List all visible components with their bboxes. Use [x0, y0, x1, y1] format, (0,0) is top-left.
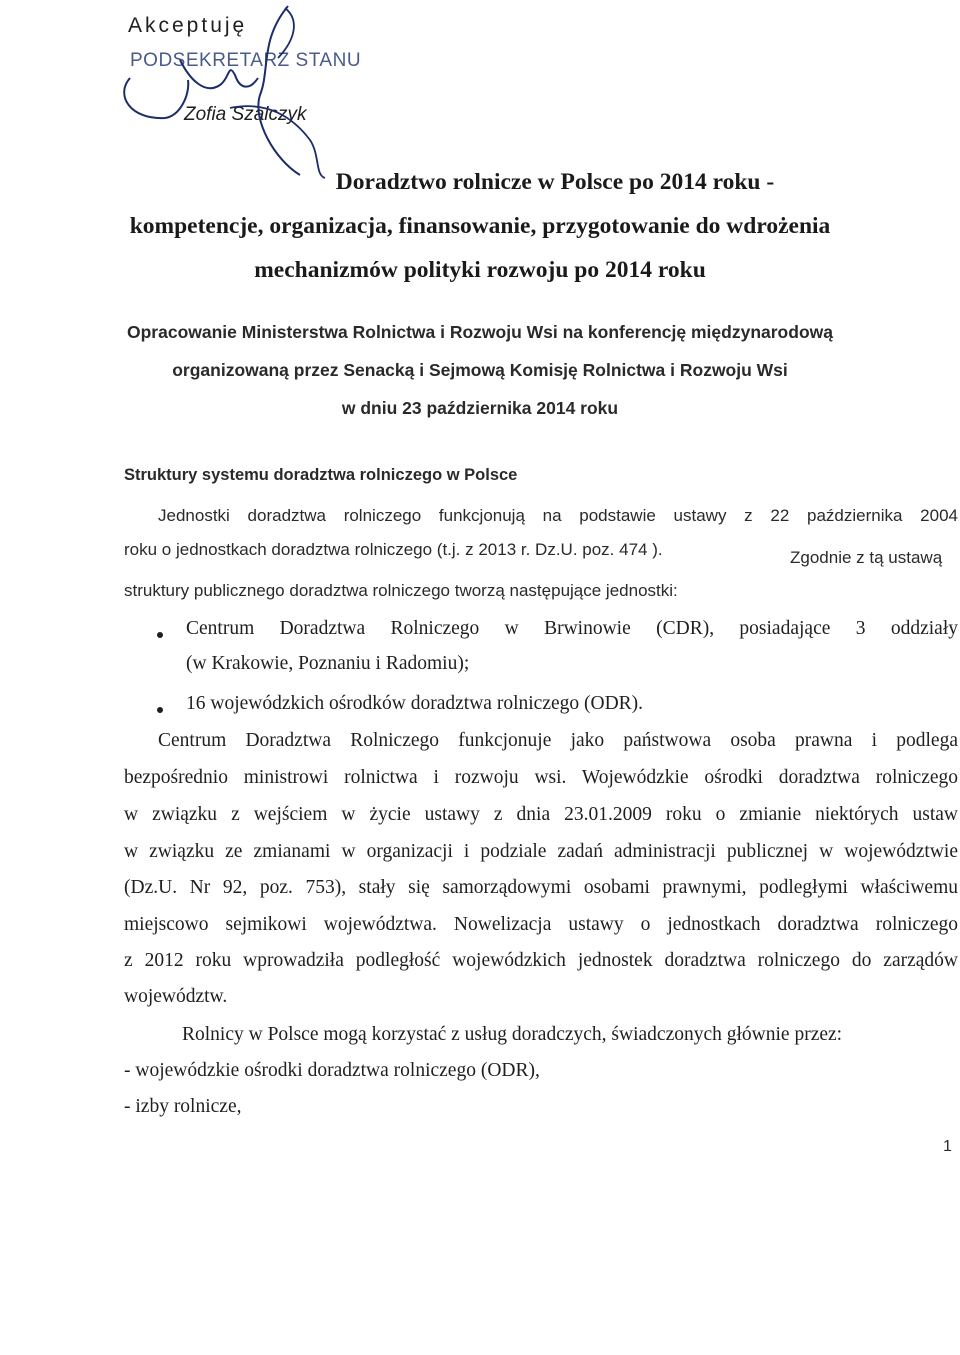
intro-line-2: roku o jednostkach doradztwa rolniczego (t.j. z 2013 r. Dz.U. poz. 474 ). — [124, 540, 663, 559]
title-line-2: kompetencje, organizacja, finansowanie, przygotowanie do wdrożenia — [129, 213, 831, 239]
bullet-marker — [157, 707, 163, 713]
paragraph1-line-5: (Dz.U. Nr 92, poz. 753), stały się samorządowymi osobami prawnymi, podległymi właściwemu — [124, 877, 958, 898]
paragraph1-line-6: miejscowo sejmikowi województwa. Nowelizacja ustawy o jednostkach doradztwa rolniczego — [124, 914, 958, 935]
bullet-item-2: 16 wojewódzkich ośrodków doradztwa rolniczego (ODR). — [186, 693, 644, 714]
section-heading: Struktury systemu doradztwa rolniczego w Polsce — [124, 466, 518, 484]
intro-line-1: Jednostki doradztwa rolniczego funkcjonują na podstawie ustawy z 22 października 2004 — [158, 506, 958, 525]
document-title — [0, 160, 960, 292]
paragraph1-line-2: bezpośrednio ministrowi rolnictwa i rozwoju wsi. Wojewódzkie ośrodki doradztwa rolniczego — [124, 767, 958, 788]
bullet-marker — [157, 632, 163, 638]
document-subtitle — [0, 313, 960, 427]
page-number: 1 — [943, 1138, 952, 1155]
paragraph1-line-8: województw. — [124, 986, 228, 1007]
stamp-title: PODSEKRETARZ STANU — [130, 50, 362, 71]
subtitle-line-2: organizowaną przez Senacką i Sejmową Komisję Rolnictwa i Rozwoju Wsi — [172, 360, 788, 380]
stamp-name: Zofia Szalczyk — [184, 104, 307, 125]
bullet-item-1-line-2: (w Krakowie, Poznaniu i Radomiu); — [186, 653, 470, 674]
intro-line-2b: Zgodnie z tą ustawą — [790, 548, 943, 567]
subtitle-line-3: w dniu 23 października 2014 roku — [341, 398, 619, 418]
paragraph1-line-4: w związku ze zmianami w organizacji i podziale zadań administracji publicznej w województwie — [124, 841, 958, 862]
paragraph1-line-7: z 2012 roku wprowadziła podległość wojewódzkich jednostek doradztwa rolniczego do zarządów — [124, 950, 958, 971]
handwritten-signature — [110, 0, 370, 180]
paragraph2-line-1: Rolnicy w Polsce mogą korzystać z usług doradczych, świadczonych głównie przez: — [182, 1024, 843, 1045]
subtitle-line-1: Opracowanie Ministerstwa Rolnictwa i Rozwoju Wsi na konferencję międzynarodową — [127, 322, 833, 342]
title-line-3: mechanizmów polityki rozwoju po 2014 roku — [254, 257, 706, 283]
paragraph2-line-3: - izby rolnicze, — [124, 1096, 242, 1117]
bullet-item-1-line-1: Centrum Doradztwa Rolniczego w Brwinowie (CDR), posiadające 3 oddziały — [186, 618, 958, 639]
paragraph1-line-1: Centrum Doradztwa Rolniczego funkcjonuje jako państwowa osoba prawna i podlega — [158, 730, 958, 751]
paragraph2-line-2: - wojewódzkie ośrodki doradztwa rolniczego (ODR), — [124, 1060, 540, 1081]
approval-label: Akceptuję — [128, 14, 248, 37]
title-line-1: Doradztwo rolnicze w Polsce po 2014 roku - — [335, 169, 775, 195]
intro-line-3: struktury publicznego doradztwa rolniczego tworzą następujące jednostki: — [124, 581, 678, 600]
paragraph1-line-3: w związku z wejściem w życie ustawy z dnia 23.01.2009 roku o zmianie niektórych ustaw — [124, 804, 958, 825]
